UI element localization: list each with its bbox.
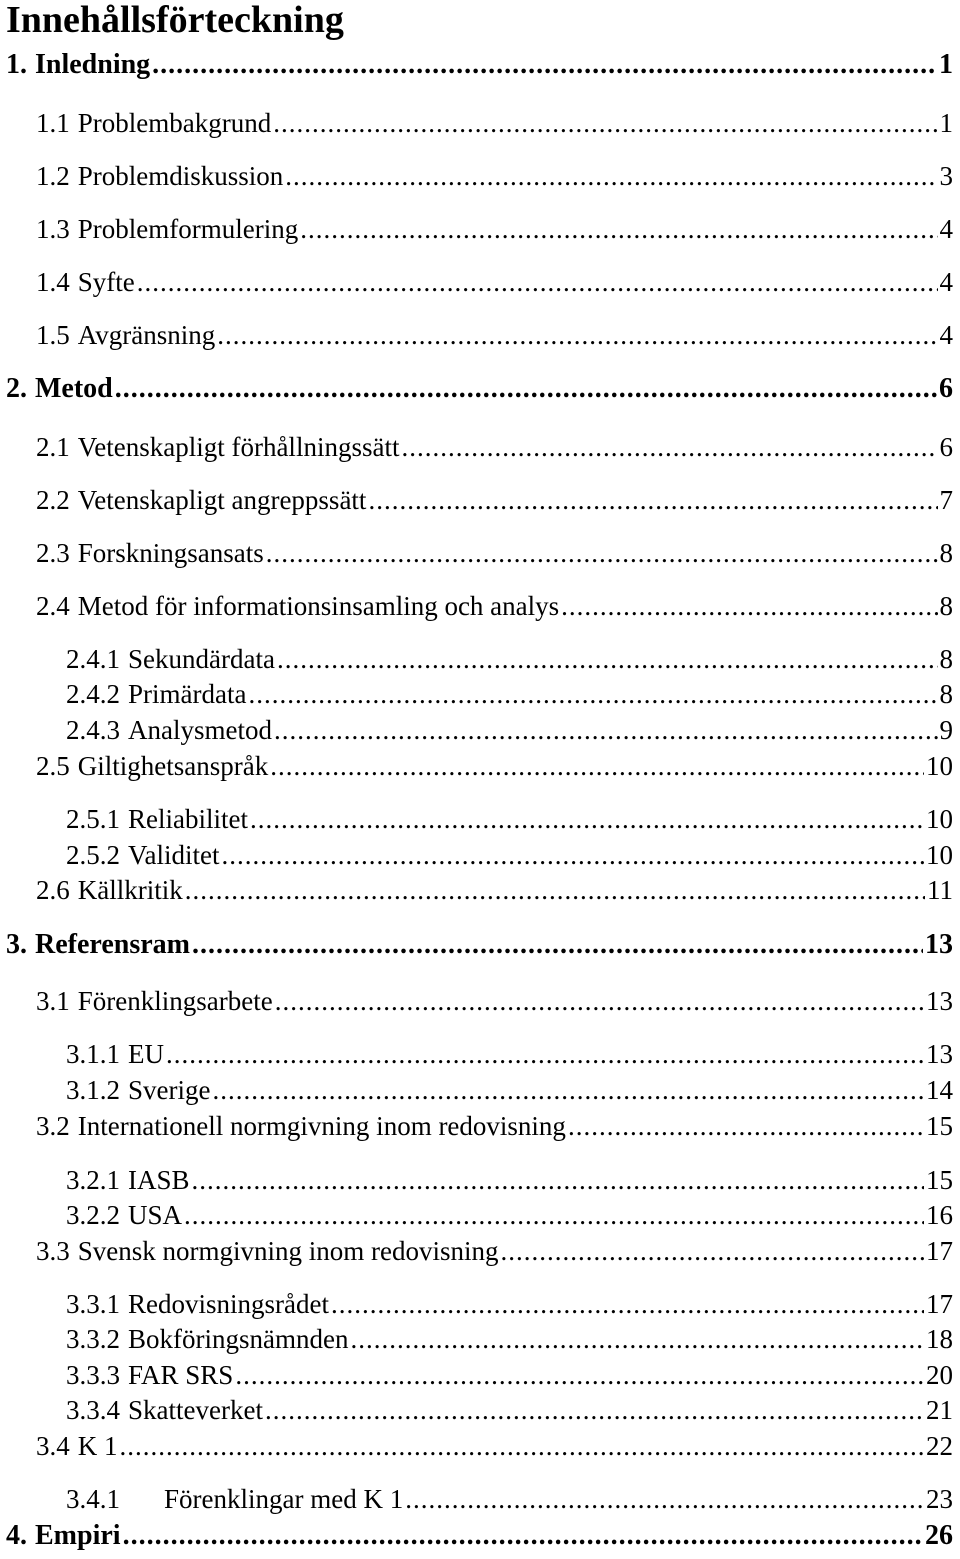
dot-leader	[217, 318, 937, 352]
toc-entry-page-number: 8	[939, 538, 953, 568]
dot-leader	[368, 483, 937, 517]
toc-entry[interactable]	[36, 984, 953, 1018]
toc-entry[interactable]	[66, 838, 953, 872]
toc-entry-number: 2.6	[36, 875, 70, 905]
toc-entry-page-number: 14	[926, 1075, 953, 1105]
toc-entry-page-number: 26	[925, 1520, 953, 1551]
toc-entry-title: Forskningsansats	[77, 538, 264, 568]
toc-entry-title: Avgränsning	[77, 320, 216, 350]
toc-entry-page-number: 18	[926, 1324, 953, 1354]
toc-entry-number: 3.3.3	[66, 1360, 120, 1390]
toc-entry-page-number: 15	[926, 1165, 953, 1195]
dot-leader	[266, 536, 938, 570]
toc-entry-page-number: 23	[926, 1484, 953, 1514]
toc-entry-number: 2.1	[36, 432, 70, 462]
toc-entry-number: 3.2	[36, 1111, 70, 1141]
toc-entry[interactable]	[66, 1393, 953, 1427]
toc-entry-number: 3.3.2	[66, 1324, 120, 1354]
toc-entry-title: Bokföringsnämnden	[128, 1324, 349, 1354]
toc-heading: Innehållsförteckning	[6, 0, 344, 41]
dot-leader	[115, 372, 937, 406]
toc-entry-page-number: 10	[926, 751, 953, 781]
toc-entry-title: Problemformulering	[77, 214, 299, 244]
toc-entry[interactable]	[36, 536, 953, 570]
toc-entry[interactable]	[6, 1519, 953, 1553]
toc-entry[interactable]	[66, 1322, 953, 1356]
toc-entry-title: Vetenskapligt förhållningssätt	[77, 432, 400, 462]
toc-entry-page-number: 1	[939, 108, 953, 138]
toc-entry-title: Referensram	[35, 929, 190, 960]
toc-entry-title: Reliabilitet	[128, 804, 248, 834]
toc-entry-page-number: 17	[926, 1236, 953, 1266]
toc-entry-title: Förenklingar med K 1	[164, 1484, 404, 1514]
toc-entry[interactable]	[36, 1234, 953, 1268]
toc-entry-number: 2.4	[36, 591, 70, 621]
dot-leader	[275, 984, 924, 1018]
toc-entry[interactable]	[36, 265, 953, 299]
toc-entry-number: 3.4	[36, 1431, 70, 1461]
toc-entry-title: K 1	[77, 1431, 118, 1461]
toc-entry-title: Källkritik	[77, 875, 183, 905]
toc-entry[interactable]	[66, 1163, 953, 1197]
toc-entry[interactable]	[66, 1358, 953, 1392]
toc-entry-number: 1.	[6, 49, 27, 80]
toc-entry-page-number: 13	[925, 929, 953, 960]
toc-entry[interactable]	[36, 749, 953, 783]
toc-entry-page-number: 16	[926, 1200, 953, 1230]
toc-entry-page-number: 7	[939, 485, 953, 515]
dot-leader	[184, 1198, 924, 1232]
toc-entry-title: USA	[128, 1200, 183, 1230]
toc-entry-number: 2.2	[36, 485, 70, 515]
toc-entry-title: Svensk normgivning inom redovisning	[77, 1236, 499, 1266]
toc-entry-page-number: 10	[926, 840, 953, 870]
toc-entry-title: Internationell normgivning inom redovisning	[77, 1111, 566, 1141]
toc-entry-number: 3.3	[36, 1236, 70, 1266]
toc-entry-page-number: 3	[939, 161, 953, 191]
dot-leader	[152, 48, 937, 82]
toc-entry-title: Sverige	[128, 1075, 211, 1105]
toc-entry-title: Inledning	[35, 49, 151, 80]
toc-entry-number: 3.1.1	[66, 1039, 120, 1069]
toc-entry-title: Primärdata	[128, 679, 247, 709]
toc-entry-number: 3.	[6, 929, 27, 960]
toc-entry-page-number: 6	[939, 432, 953, 462]
toc-entry-number: 2.3	[36, 538, 70, 568]
toc-entry-title: Giltighetsanspråk	[77, 751, 269, 781]
dot-leader	[221, 838, 924, 872]
toc-entry[interactable]	[66, 802, 953, 836]
dot-leader	[274, 713, 938, 747]
toc-entry-page-number: 8	[939, 679, 953, 709]
toc-entry-number: 2.4.1	[66, 644, 120, 674]
toc-entry-number: 3.1	[36, 986, 70, 1016]
toc-entry-number: 1.5	[36, 320, 70, 350]
toc-entry-page-number: 17	[926, 1289, 953, 1319]
toc-entry-page-number: 13	[926, 986, 953, 1016]
dot-leader	[235, 1358, 924, 1392]
toc-entry-number: 3.3.4	[66, 1395, 120, 1425]
dot-leader	[192, 928, 923, 962]
dot-leader	[212, 1073, 924, 1107]
toc-entry[interactable]	[36, 318, 953, 352]
toc-entry[interactable]	[36, 430, 953, 464]
toc-entry[interactable]	[36, 483, 953, 517]
toc-entry-title: Sekundärdata	[128, 644, 275, 674]
dot-leader	[265, 1393, 924, 1427]
toc-entry[interactable]	[66, 713, 953, 747]
toc-entry-title: Metod för informationsinsamling och analys	[77, 591, 560, 621]
toc-entry-page-number: 6	[939, 373, 953, 404]
dot-leader	[270, 749, 924, 783]
dot-leader	[331, 1287, 924, 1321]
toc-entry-page-number: 10	[926, 804, 953, 834]
toc-entry-number: 2.5.1	[66, 804, 120, 834]
dot-leader	[277, 642, 938, 676]
toc-entry-title: EU	[128, 1039, 164, 1069]
toc-entry[interactable]	[66, 1198, 953, 1232]
dot-leader	[501, 1234, 925, 1268]
toc-entry-page-number: 4	[939, 214, 953, 244]
toc-entry-title: IASB	[128, 1165, 190, 1195]
toc-entry-number: 1.4	[36, 267, 70, 297]
toc-entry-page-number: 9	[939, 715, 953, 745]
dot-leader	[273, 106, 937, 140]
toc-entry-number: 2.5.2	[66, 840, 120, 870]
toc-entry-page-number: 15	[926, 1111, 953, 1141]
toc-entry-title: FAR SRS	[128, 1360, 234, 1390]
toc-entry-page-number: 20	[926, 1360, 953, 1390]
toc-entry-number: 2.5	[36, 751, 70, 781]
toc-entry-title: Syfte	[77, 267, 135, 297]
toc-entry-title: Metod	[35, 373, 113, 404]
toc-entry[interactable]	[6, 928, 953, 962]
toc-entry-title: Validitet	[128, 840, 220, 870]
dot-leader	[285, 159, 937, 193]
toc-entry[interactable]	[66, 677, 953, 711]
toc-entry-number: 3.4.1	[66, 1484, 120, 1514]
toc-entry[interactable]	[36, 873, 953, 907]
toc-entry-page-number: 8	[939, 644, 953, 674]
toc-entry-page-number: 4	[939, 320, 953, 350]
dot-leader	[123, 1519, 923, 1553]
toc-entry-page-number: 4	[939, 267, 953, 297]
toc-entry[interactable]	[66, 1073, 953, 1107]
dot-leader	[561, 589, 937, 623]
toc-entry-title: Problembakgrund	[77, 108, 272, 138]
dot-leader	[350, 1322, 924, 1356]
toc-entry-number: 1.1	[36, 108, 70, 138]
toc-entry-number: 3.3.1	[66, 1289, 120, 1319]
toc-entry[interactable]	[36, 1109, 953, 1143]
dot-leader	[185, 873, 925, 907]
toc-entry-page-number: 22	[926, 1431, 953, 1461]
toc-entry[interactable]	[36, 1429, 953, 1463]
dot-leader	[250, 802, 924, 836]
toc-entry-number: 3.2.2	[66, 1200, 120, 1230]
toc-entry-page-number: 8	[939, 591, 953, 621]
toc-entry-number: 2.4.3	[66, 715, 120, 745]
toc-entry-page-number: 13	[926, 1039, 953, 1069]
toc-entry[interactable]	[6, 48, 953, 82]
dot-leader	[568, 1109, 924, 1143]
dot-leader	[166, 1037, 924, 1071]
dot-leader	[401, 430, 937, 464]
toc-entry-number: 4.	[6, 1520, 27, 1551]
toc-entry-title: Vetenskapligt angreppssätt	[77, 485, 367, 515]
toc-entry-title: Analysmetod	[128, 715, 272, 745]
toc-entry[interactable]	[66, 642, 953, 676]
toc-entry[interactable]	[66, 1287, 953, 1321]
dot-leader	[300, 212, 937, 246]
toc-entry-number: 3.1.2	[66, 1075, 120, 1105]
toc-entry[interactable]	[36, 589, 953, 623]
toc-entry[interactable]	[66, 1037, 953, 1071]
toc-entry-number: 2.	[6, 373, 27, 404]
toc-entry-title: Problemdiskussion	[77, 161, 284, 191]
toc-entry-number: 1.2	[36, 161, 70, 191]
dot-leader	[137, 265, 938, 299]
toc-entry[interactable]	[36, 212, 953, 246]
toc-entry-title: Redovisningsrådet	[128, 1289, 329, 1319]
toc-entry-page-number: 11	[927, 875, 953, 905]
toc-entry-number: 3.2.1	[66, 1165, 120, 1195]
toc-entry[interactable]	[6, 372, 953, 406]
toc-entry[interactable]	[36, 159, 953, 193]
toc-entry[interactable]	[66, 1482, 953, 1516]
dot-leader	[120, 1429, 925, 1463]
toc-entry-title: Skatteverket	[128, 1395, 263, 1425]
toc-entry-number: 1.3	[36, 214, 70, 244]
dot-leader	[405, 1482, 924, 1516]
toc-entry-page-number: 21	[926, 1395, 953, 1425]
dot-leader	[192, 1163, 924, 1197]
toc-entry-number: 2.4.2	[66, 679, 120, 709]
toc-entry-page-number: 1	[939, 49, 953, 80]
toc-entry-title: Förenklingsarbete	[77, 986, 273, 1016]
dot-leader	[248, 677, 937, 711]
toc-entry-title: Empiri	[35, 1520, 121, 1551]
toc-entry[interactable]	[36, 106, 953, 140]
